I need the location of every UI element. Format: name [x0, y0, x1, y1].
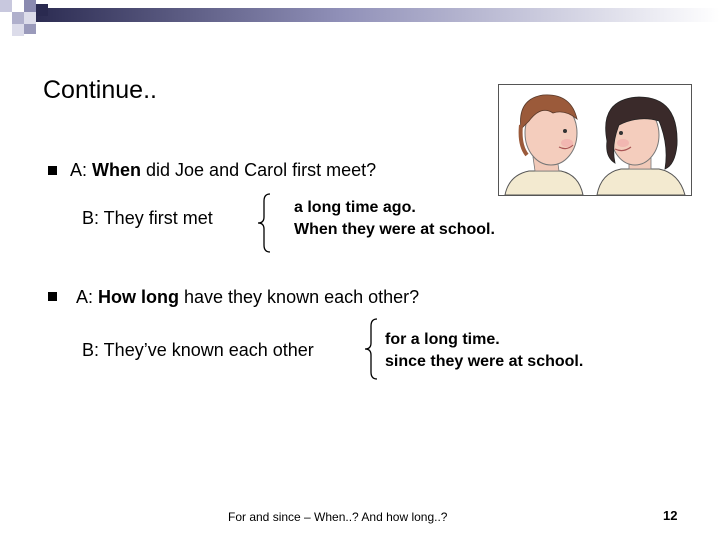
couple-illustration-icon [499, 85, 691, 195]
answer-1-option: When they were at school. [294, 221, 495, 238]
answer-1-options [294, 197, 495, 241]
brace-icon [256, 193, 274, 253]
page-number: 12 [663, 508, 678, 523]
q1-bold: When [92, 160, 142, 180]
bullet-icon [48, 166, 57, 175]
bullet-icon [48, 292, 57, 301]
brace-icon [363, 318, 381, 380]
answer-2-option: for a long time. [385, 331, 500, 348]
answer-1-option: a long time ago. [294, 199, 416, 216]
answer-2-option: since they were at school. [385, 353, 584, 370]
answer-1-label: B: They first met [82, 208, 213, 228]
question-2 [76, 287, 419, 308]
q2-prefix: A: [76, 287, 99, 307]
slide-title: Continue.. [43, 76, 157, 104]
q2-rest: have they known each other? [179, 287, 420, 307]
answer-2-options [385, 329, 583, 373]
q1-rest: did Joe and Carol first meet? [141, 160, 377, 180]
header-decoration [0, 0, 720, 40]
q2-bold: How long [98, 287, 179, 307]
question-1 [70, 160, 376, 181]
slide-footer: For and since – When..? And how long..? [228, 510, 448, 524]
answer-2-label: B: They’ve known each other [82, 340, 314, 360]
joe-and-carol-illustration [498, 84, 692, 196]
q1-prefix: A: [70, 160, 93, 180]
